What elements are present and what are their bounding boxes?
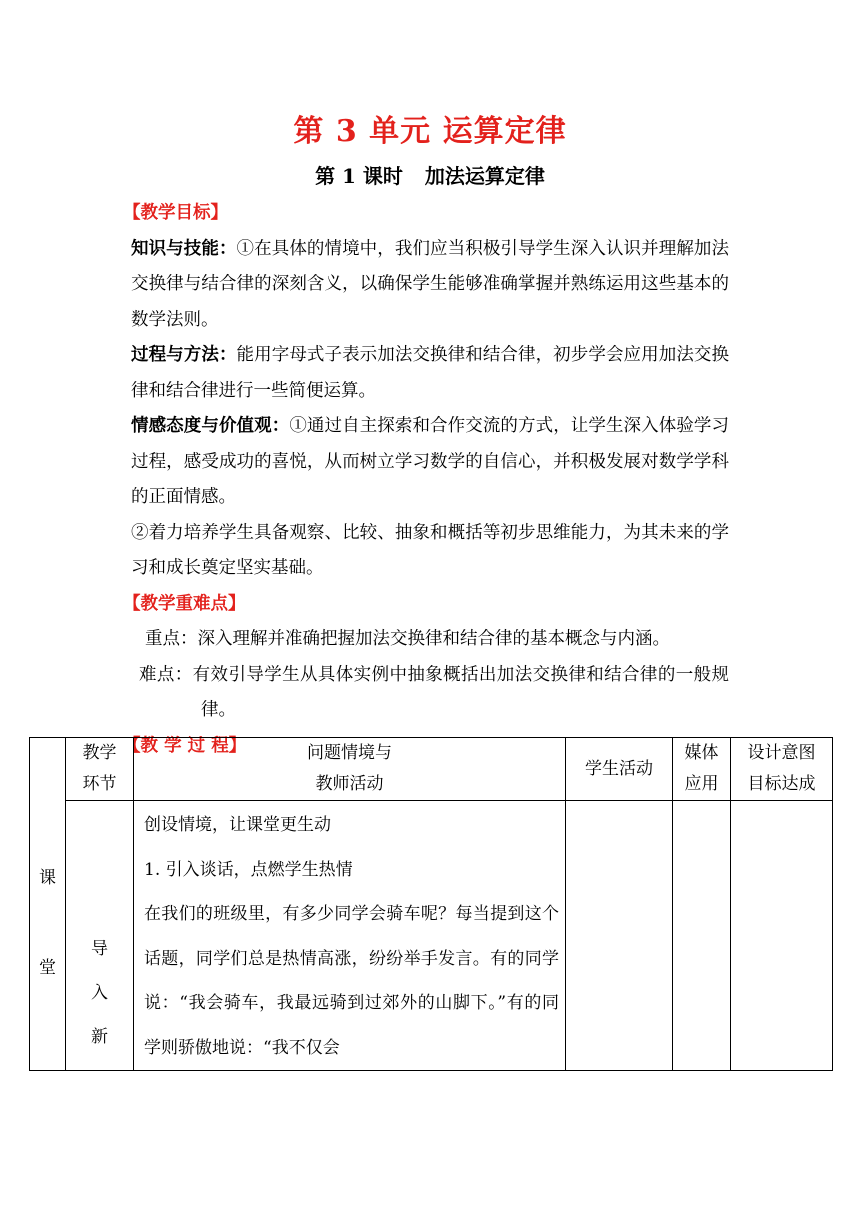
key-points-heading: 【教学重难点】 xyxy=(123,593,246,614)
table-row xyxy=(30,801,833,1071)
side-char-1: 课 xyxy=(39,868,56,888)
process-label: 过程与方法： xyxy=(131,345,237,365)
q-line-3: 在我们的班级里，有多少同学会骑车呢？每当提到这个话题，同学们总是热情高涨，纷纷举手发言。有的同学说：“我会骑车，我最远骑到过郊外的山脚下。”有的同学则骄傲地说：“我不仅会 xyxy=(144,904,559,1058)
process-text: 能用字母式子表示加法交换律和结合律，初步学会应用加法交换律和结合律进行一些简便运算。 xyxy=(131,345,729,401)
q-line-2: 1. 引入谈话，点燃学生热情 xyxy=(144,859,353,880)
lesson-name: 加法运算定律 xyxy=(424,164,545,188)
unit-title: 第 3 单元 运算定律 xyxy=(293,114,567,149)
media-cell xyxy=(673,801,731,1071)
knowledge-text: ①在具体的情境中，我们应当积极引导学生深入认识并理解加法交换律与结合律的深刻含义，以确保学生能够准确掌握并熟练运用这些基本的数学法则。 xyxy=(131,238,729,330)
lesson-content xyxy=(123,196,730,764)
header-student: 学生活动 xyxy=(566,738,673,801)
key-difficulty: 难点：有效引导学生从具体实例中抽象概括出加法交换律和结合律的一般规律。 xyxy=(139,664,729,720)
segment-cell: 导 入 新 xyxy=(66,801,134,1071)
header-design: 设计意图 目标达成 xyxy=(731,738,833,801)
side-char-2: 堂 xyxy=(39,958,56,978)
header-media: 媒体 应用 xyxy=(673,738,731,801)
emotion-values xyxy=(131,409,729,516)
knowledge-label: 知识与技能： xyxy=(131,238,237,259)
q-line-1: 创设情境，让课堂更生动 xyxy=(144,815,331,835)
lesson-plan-table xyxy=(29,737,833,1071)
question-cell xyxy=(134,801,566,1071)
process-method xyxy=(131,338,729,409)
header-segment: 教学 环节 xyxy=(66,738,134,801)
process-heading: 【教 学 过 程】 xyxy=(123,735,247,756)
header-question: 问题情境与 教师活动 xyxy=(134,738,566,801)
table-header-row xyxy=(30,738,833,801)
design-cell xyxy=(731,801,833,1071)
emotion-text: ①通过自主探索和合作交流的方式，让学生深入体验学习过程，感受成功的喜悦，从而树立学习数学的自信心，并积极发展对数学学科的正面情感。 xyxy=(131,416,730,507)
knowledge-skills xyxy=(131,232,729,339)
student-cell xyxy=(566,801,673,1071)
objectives-heading: 【教学目标】 xyxy=(123,203,228,223)
emotion-label: 情感态度与价值观： xyxy=(131,416,290,436)
emotion-values-2: ②着力培养学生具备观察、比较、抽象和概括等初步思维能力，为其未来的学习和成长奠定坚实基础。 xyxy=(131,522,729,578)
lesson-title xyxy=(0,160,860,189)
lesson-number: 第 1 课时 xyxy=(315,164,403,188)
key-focus: 重点：深入理解并准确把握加法交换律和结合律的基本概念与内涵。 xyxy=(145,629,670,649)
side-label-cell xyxy=(30,738,66,1071)
